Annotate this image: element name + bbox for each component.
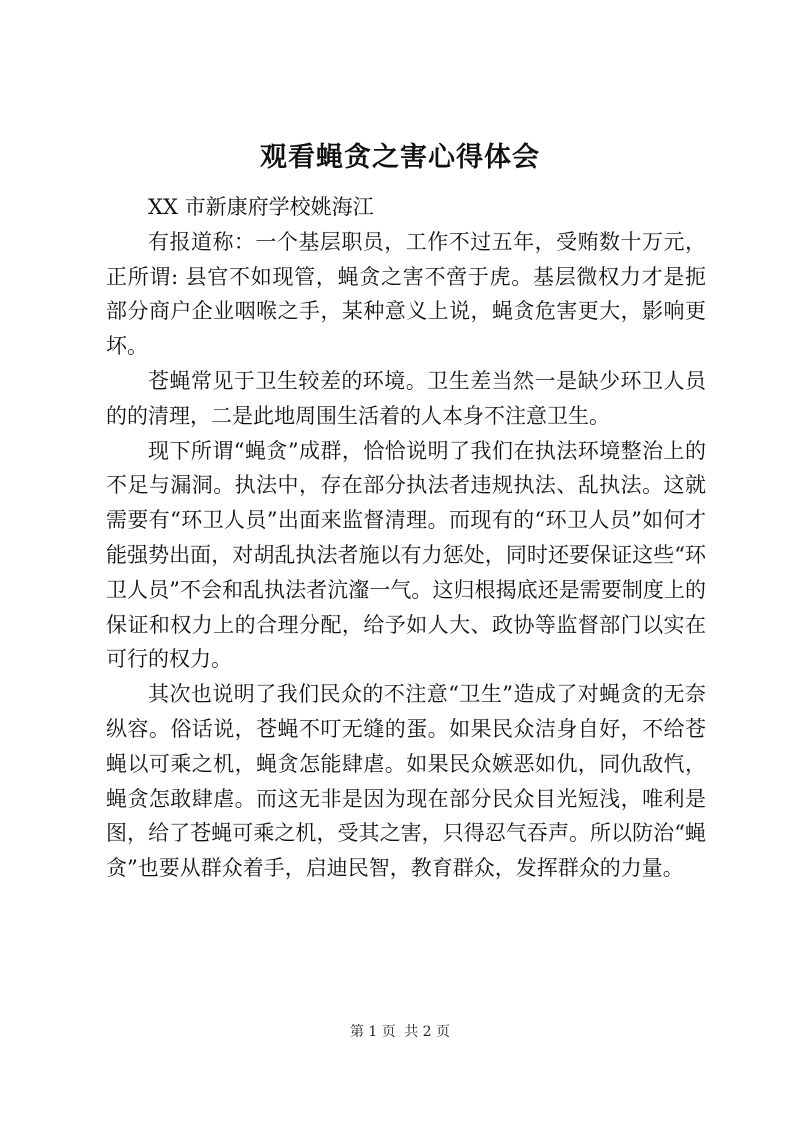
page-title: 观看蝇贪之害心得体会	[260, 142, 540, 173]
paragraph-4: 其次也说明了我们民众的不注意“卫生”造成了对蝇贪的无奈纵容。俗话说，苍蝇不叮无缝的蛋。如果民众洁身自好，不给苍蝇以可乘之机，蝇贪怎能肆虐。如果民众嫉恶如仇，同仇敌忾，蝇贪怎敢肆虐。而这无非是因为现在部分民众目光短浅，唯利是图，给了苍蝇可乘之机，受其之害，只得忍气吞声。所以防治“蝇贪”也要从群众着手，启迪民智，教育群众，发挥群众的力量。	[106, 682, 706, 881]
page-footer	[0, 1022, 800, 1042]
author-line: XX 市新康府学校姚海江	[148, 195, 374, 219]
paragraph-1: 有报道称：一个基层职员，工作不过五年，受贿数十万元，正所谓: 县官不如现管，蝇贪之害不啻于虎。基层微权力才是扼部分商户企业咽喉之手，某种意义上说，蝇贪危害更大，影响更坏。	[106, 229, 706, 359]
page-number: 第 1 页	[349, 1024, 396, 1040]
paragraph-3: 现下所谓“蝇贪”成群，恰恰说明了我们在执法环境整治上的不足与漏洞。执法中，存在部分执法者违规执法、乱执法。这就需要有“环卫人员”出面来监督清理。而现有的“环卫人员”如何才能强势出面，对胡乱执法者施以有力惩处，同时还要保证这些“环卫人员”不会和乱执法者沆瀣一气。这归根揭底还是需要制度上的保证和权力上的合理分配，给予如人大、政协等监督部门以实在可行的权力。	[106, 438, 706, 672]
document-body	[106, 190, 706, 886]
page-total: 共 2 页	[404, 1024, 451, 1040]
paragraph-2: 苍蝇常见于卫生较差的环境。卫生差当然一是缺少环卫人员的的清理，二是此地周围生活着的人本身不注意卫生。	[106, 368, 706, 428]
